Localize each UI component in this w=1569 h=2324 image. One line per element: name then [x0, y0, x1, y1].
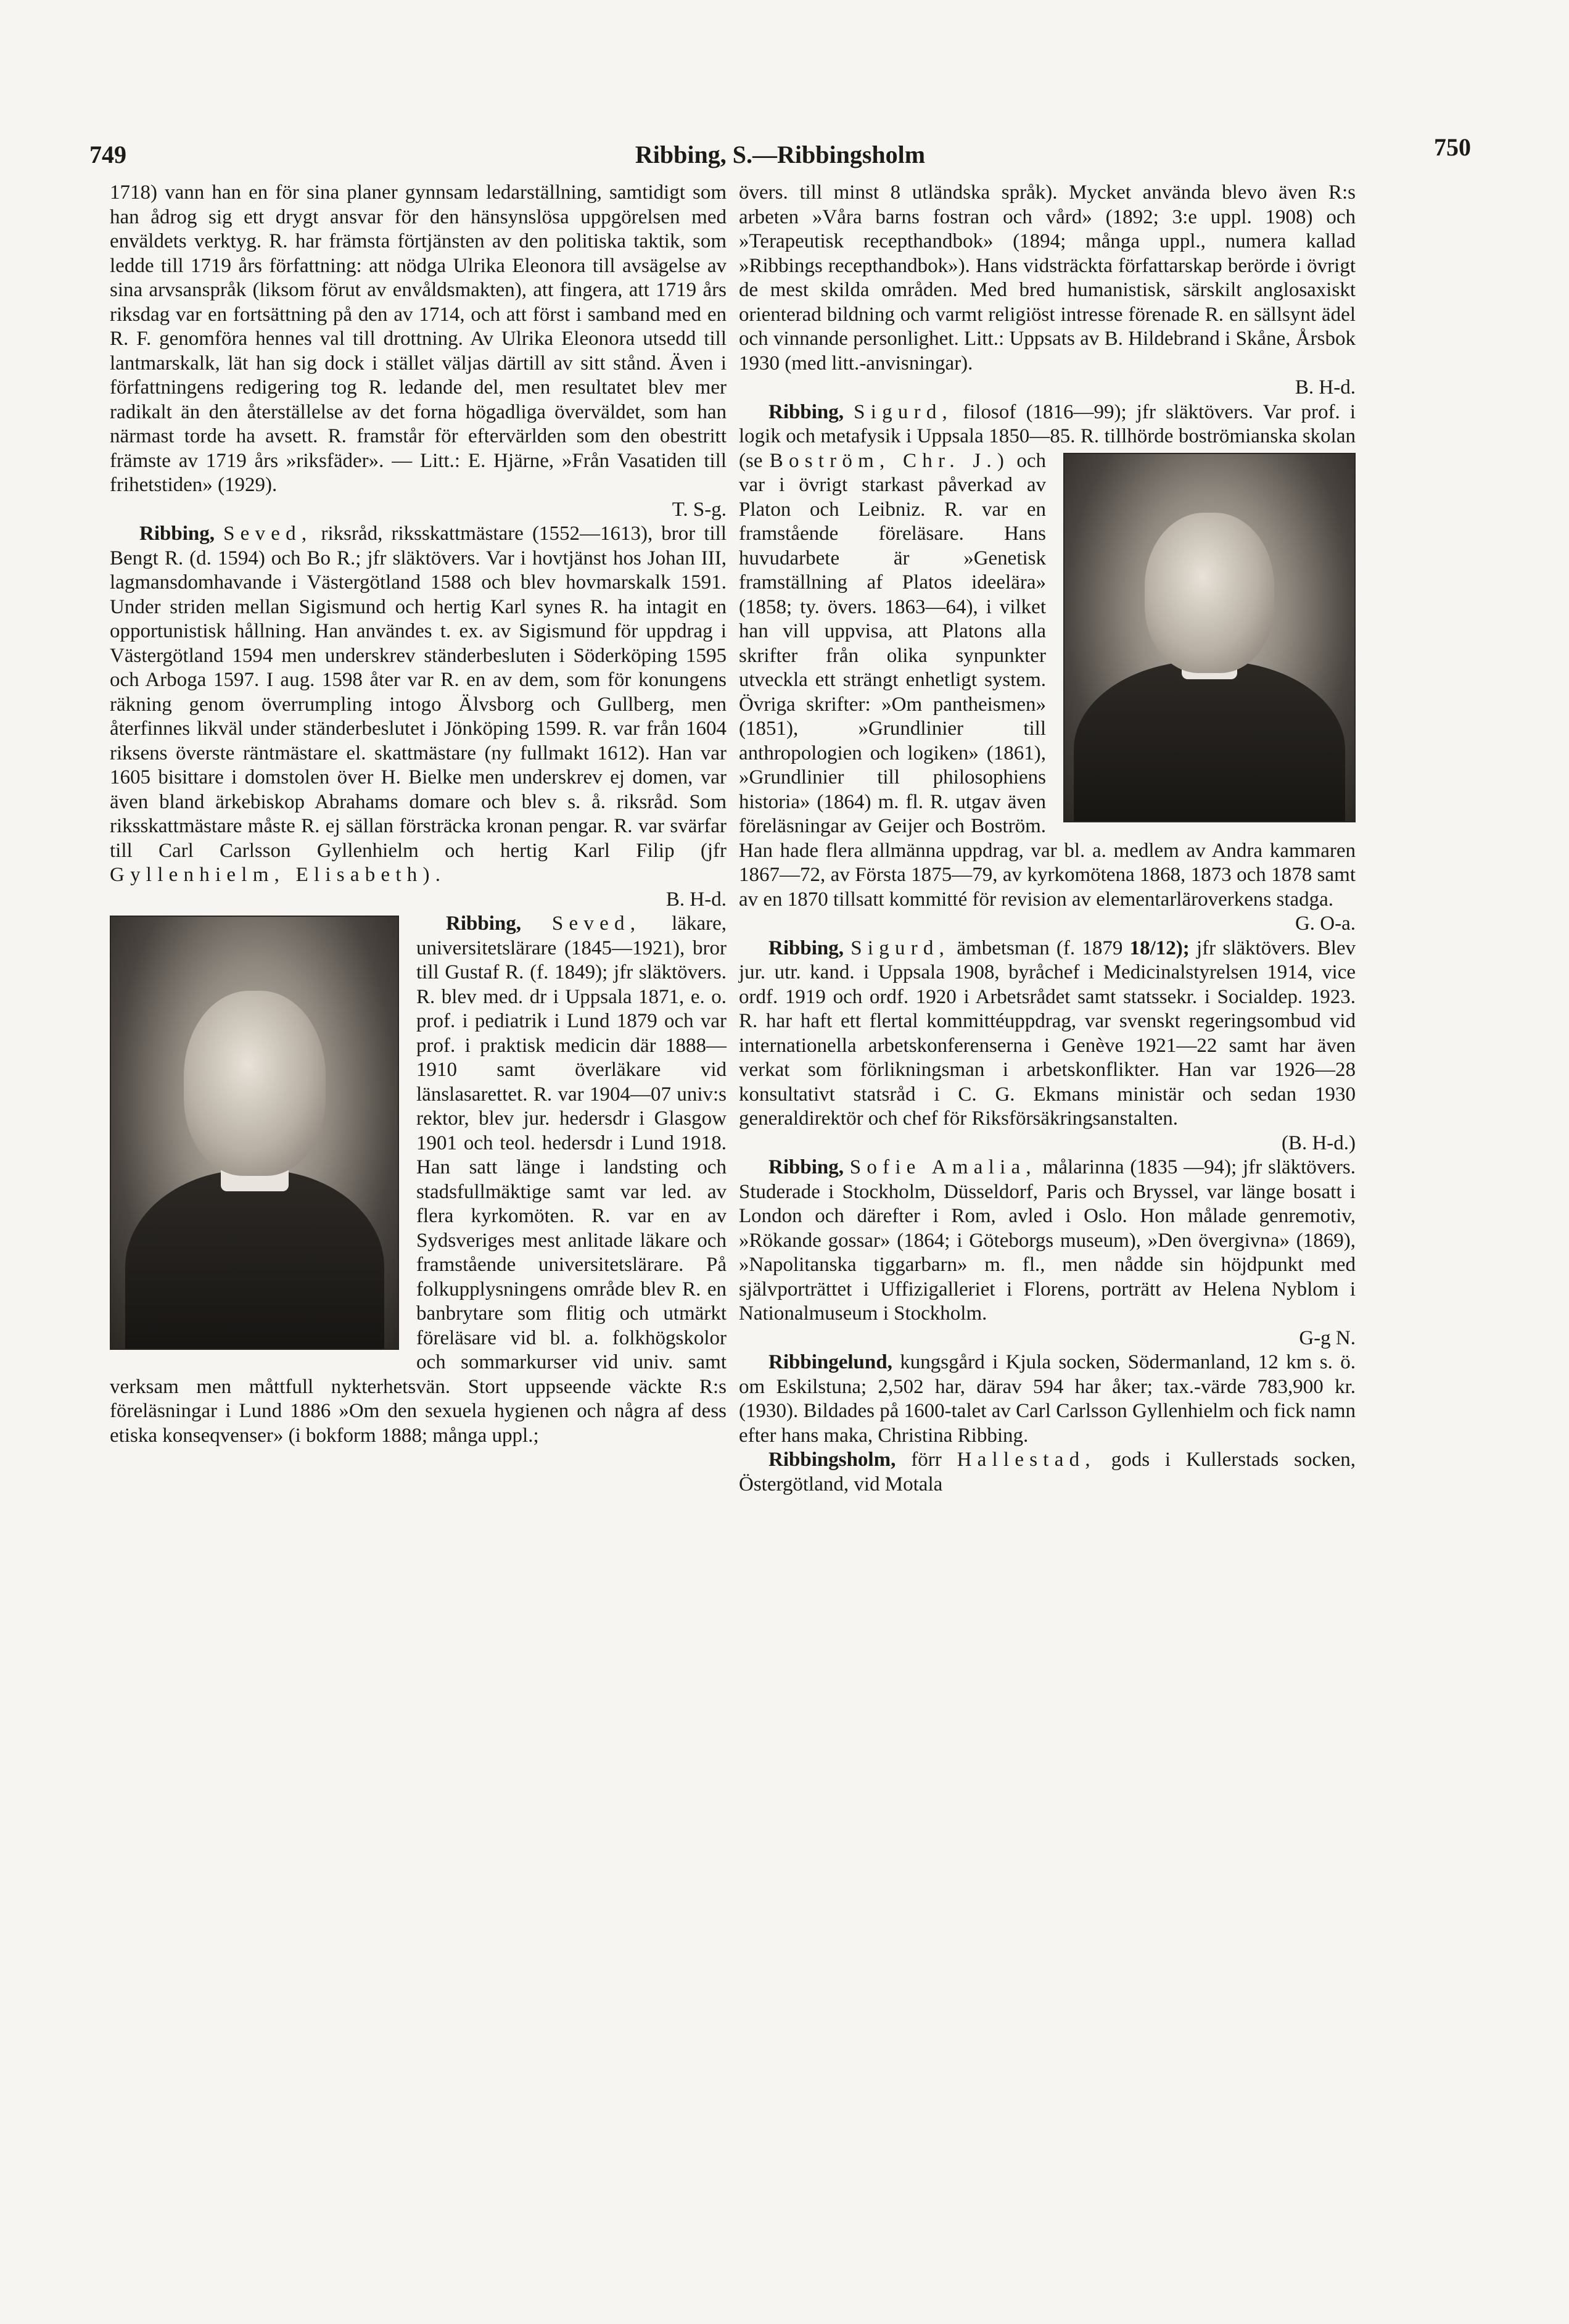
- portrait-seved-ribbing: [110, 916, 399, 1350]
- page-number-right: 750: [1434, 133, 1471, 161]
- entry-text: övers. till minst 8 utländska språk). Mycket använda blevo även R:s arbeten »Våra barns fostran och vård» (1892; 3:e uppl. 1908) och »Terapeutisk recepthandbok» (1894; många uppl., numera kallad »Ribbings recepthandbok»). Hans vidsträckta författarskap berörde i övrigt de mest skilda områden. Med bred humanistisk, särskilt anglosaxiskt orienterad bildning och varmt religiöst intresse förenade R. en sällsynt ädel och vinnande personlighet. Litt.: Uppsats av B. Hildebrand i Skåne, Årsbok 1930 (med litt.-anvisningar).: [739, 181, 1356, 374]
- entry-text: riksråd, riksskattmästare (1552—1613), bror till Bengt R. (d. 1594) och Bo R.; jfr släktövers. Var i hovtjänst hos Johan III, lagmansdomhavande i Västergötland 1588 och blev hovmarskalk 1591. Under striden mellan Sigismund och hertig Karl synes R. ha intagit en opportunistisk hållning. Han användes t. ex. av Sigismund för uppdrag i Västergötland 1594 men underskrev ständerbesluten i Söderköping 1595 och Arboga 1597. I aug. 1598 åter var R. en av dem, som för konungens räkning genom överrumpling intogo Älvsborg och Gullberg, men återfinnes likväl under ständerbeslutet i Jönköping 1599. R. var från 1604 riksens överste räntmästare el. skattmästare (ny fullmakt 1612). Han var 1605 bisittare i domstolen över H. Bielke men underskrev ej domen, var även bland ärkebiskop Abrahams domare och blev s. å. riksråd. Som riksskattmästare måste R. ej sällan försträcka kronan pengar. R. var svärfar till Carl Carlsson Gyllenhielm och hertig Karl Filip (jfr: [110, 523, 727, 862]
- entry-given-name: Sofie Amalia,: [849, 1156, 1037, 1178]
- author-signature: B. H-d.: [665, 888, 727, 911]
- entry-given-name: Seved,: [223, 523, 313, 545]
- entry-given-name: Sigurd,: [854, 400, 953, 423]
- left-column: [110, 181, 727, 1448]
- cross-reference: Gyllenhielm, Elisabeth).: [110, 864, 447, 886]
- portrait-figure-body: [1074, 661, 1345, 822]
- author-signature: (B. H-d.): [1281, 1131, 1356, 1154]
- entry-text: ämbetsman (f. 1879: [957, 937, 1123, 959]
- author-signature: G. O-a.: [1295, 912, 1356, 935]
- entry-text: läkare, universitetslärare (1845—1921), bror till Gustaf R. (f. 1849); jfr släktövers. R. blev med. dr i Uppsala 1871, e. o. prof. i pediatrik i Lund 1879 och var prof. i praktisk medicin där 1888—1910 samt överläkare vid länslasarettet. R. var 1904—07 univ:s rektor, blev jur. hedersdr i Glasgow 1901 och teol. hedersdr i Lund 1918. Han satt länge i landsting och stadsfullmäktige samt var led. av flera kyrkomöten. R. var en av Sydsveriges mest anlitade läkare och framstående universitetslärare. På folkupplysningens område blev R. en banbrytare som flitig och utmärkt föreläsare vid bl. a. folkhögskolor och sommarkurser vid univ. samt verksam men måttfull nykterhetsvän. Stort uppseende väckte R:s föreläsningar i Lund 1886 »Om den sexuela hygienen och några af dess etiska konseqvenser» (i bokform 1888; många uppl.;: [110, 912, 727, 1447]
- entry-continuation: [110, 181, 727, 522]
- right-column: [739, 181, 1356, 1497]
- author-signature: T. S-g.: [672, 498, 727, 521]
- entry-given-name: Seved,: [551, 912, 641, 935]
- entry-text: 1718) vann han en för sina planer gynnsam ledarställning, samtidigt som han ådrog sig ett drygt ansvar för den hänsynslösa uppgörelsen med enväldets verktyg. R. har främsta förtjänsten av den politiska taktik, som ledde till 1719 års författning: att nödga Ulrika Eleonora till avsägelse av sina arvsanspråk (liksom förut av envåldsmakten), att fingera, att 1719 års riksdag var en fortsättning på den av 1714, och att först i samband med en R. F. genomföra hennes val till drottning. Av Ulrika Eleonora utsedd till lantmarskalk, lät han sig dock i stället väljas därtill av sitt stånd. Även i författningens redigering tog R. ledande del, men resultatet blev mer radikalt än den återställelse av det forna högadliga överväldet, som han närmast torde ha avsett. R. framstår för eftervärlden som den obestritt främste av 1719 års »riksfäder». — Litt.: E. Hjärne, »Från Vasatiden till frihetstiden» (1929).: [110, 181, 727, 496]
- entry-text: och var i övrigt starkast påverkad av Platon och Leibniz. R. var en framstående föreläsare. Hans huvudarbete är »Genetisk framställning af Platos ideelära» (1858; ty. övers. 1863—64), i vilket han vill uppvisa, att Platons alla skrifter från olika synpunkter utveckla ett strängt enhetligt system. Övriga skrifter: »Om pantheismen» (1851), »Grundlinier till anthropologien och logiken» (1861), »Grundlinier till philosophiens historia» (1864) m. fl. R. utgav även föreläsningar av Geijer och Boström. Han hade flera allmänna uppdrag, var bl. a. medlem av Andra kammaren 1867—72, av Första 1875—79, av kyrkomötena 1868, 1873 och 1878 samt av en 1870 tillsatt kommitté för revision av elementarläroverkens stadga.: [739, 449, 1356, 911]
- entry-headword: Ribbingsholm,: [768, 1449, 896, 1471]
- running-head: Ribbing, S.—Ribbingsholm: [635, 141, 926, 168]
- author-signature: G-g N.: [1299, 1326, 1356, 1349]
- page-header: [89, 133, 1471, 176]
- entry-text: gods i Kullerstads socken, Östergötland, vid Motala: [739, 1449, 1356, 1495]
- entry-text: förr: [911, 1449, 942, 1471]
- portrait-figure-head: [184, 991, 326, 1176]
- cross-reference: Boström, Chr. J.): [769, 449, 1010, 472]
- cross-reference: Hallestad,: [957, 1449, 1096, 1471]
- birth-date: 18/12);: [1129, 937, 1190, 959]
- entry-headword: Ribbingelund,: [768, 1351, 892, 1373]
- entry-text: filosof (1816—99); jfr släktövers. Var prof. i logik och metafysik i Uppsala 1850—85. R. tillhörde boströmianska skolan (se: [739, 400, 1356, 472]
- page-number-left: 749: [89, 141, 126, 168]
- entry-ribbingelund: [739, 1350, 1356, 1448]
- entry-seved-riksrad: [110, 522, 727, 912]
- entry-headword: Ribbing,: [446, 912, 521, 935]
- entry-headword: Ribbing,: [139, 523, 215, 545]
- portrait-figure-head: [1145, 513, 1274, 673]
- portrait-figure-body: [125, 1170, 384, 1350]
- entry-given-name: Sigurd,: [850, 937, 950, 959]
- entry-headword: Ribbing,: [768, 937, 844, 959]
- entry-text: kungsgård i Kjula socken, Södermanland, 12 km s. ö. om Eskilstuna; 2,502 har, därav 594 har åker; tax.-värde 783,900 kr. (1930). Bildades på 1600-talet av Carl Carlsson Gyllenhielm och fick namn efter hans maka, Christina Ribbing.: [739, 1351, 1356, 1447]
- entry-sigurd-ambetsman: [739, 937, 1356, 1156]
- entry-sofie-amalia: [739, 1156, 1356, 1350]
- entry-seved-lakare: [110, 912, 727, 1448]
- entry-continuation: [739, 181, 1356, 400]
- portrait-sigurd-ribbing: [1063, 453, 1356, 822]
- author-signature: B. H-d.: [1295, 376, 1356, 399]
- entry-headword: Ribbing,: [768, 400, 844, 423]
- entry-text: jfr släktövers. Blev jur. utr. kand. i Uppsala 1908, byråchef i Medicinalstyrelsen 1914, vice ordf. 1919 och ordf. 1920 i Arbetsrådet samt statssekr. i Socialdep. 1923. R. har haft ett flertal kommittéuppdrag, var svenskt regeringsombud vid internationella arbetskonferenserna i Genève 1921—22 samt har även verkat som förlikningsman i arbetskonflikter. Han var 1926—28 konsultativt statsråd i C. G. Ekmans ministär och sedan 1930 generaldirektör och chef för Riksförsäkringsanstalten.: [739, 937, 1356, 1130]
- entry-text: målarinna (1835 —94); jfr släktövers. Studerade i Stockholm, Düsseldorf, Paris och Bryssel, var länge bosatt i London och därefter i Rom, avled i Oslo. Hon målade genremotiv, »Rökande gossar» (1864; i Göteborgs museum), »Den övergivna» (1869), »Napolitanska tiggarbarn» m. fl., men nådde sin höjdpunkt med självporträttet i Uffizigalleriet i Florens, porträtt av Helena Nyblom i Nationalmuseum i Stockholm.: [739, 1156, 1356, 1325]
- entry-headword: Ribbing,: [768, 1156, 844, 1178]
- entry-sigurd-filosof: [739, 400, 1356, 937]
- entry-ribbingsholm: [739, 1448, 1356, 1497]
